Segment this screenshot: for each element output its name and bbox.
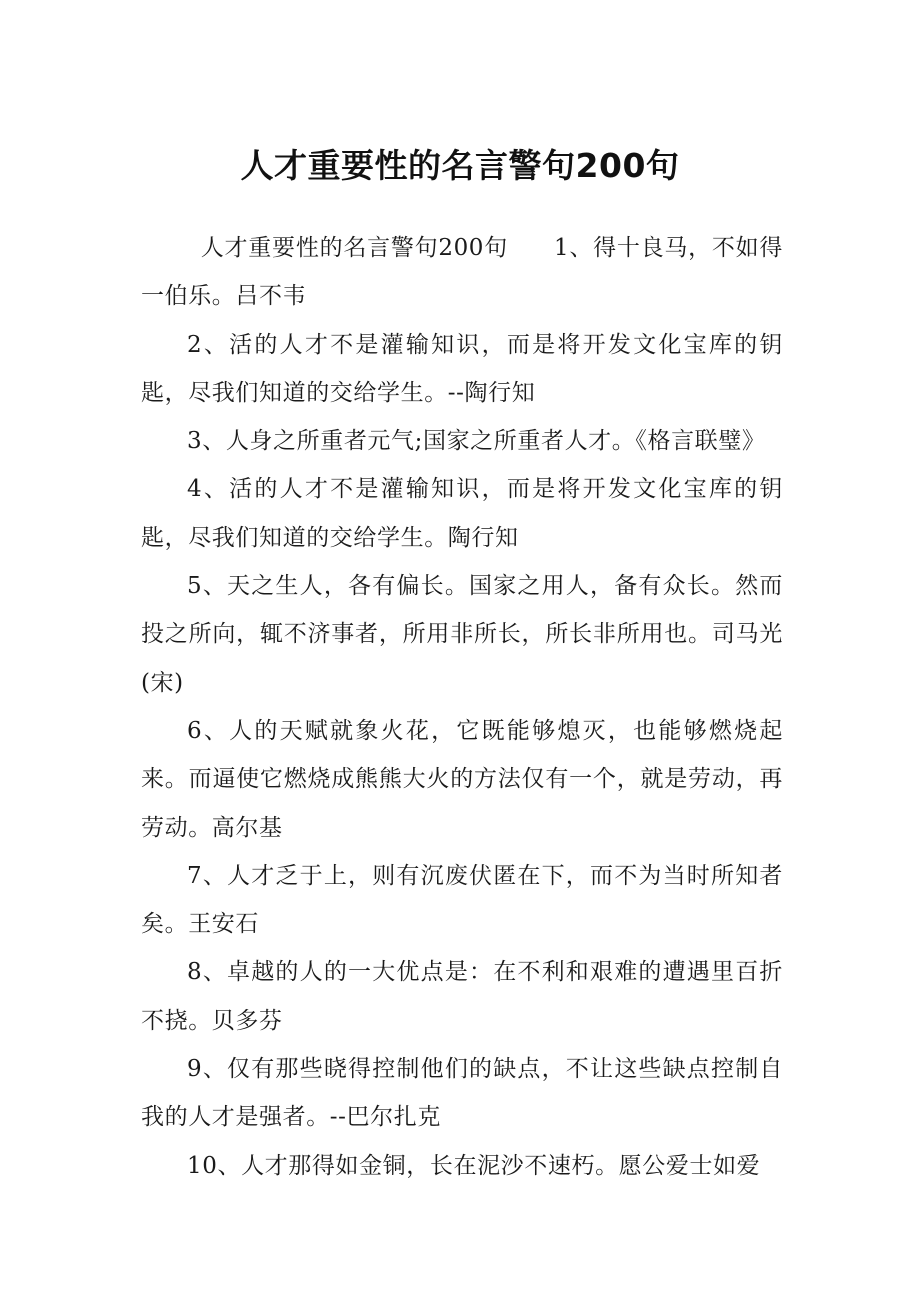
quote-5: 5、天之生人，各有偏长。国家之用人，备有众长。然而投之所向，辄不济事者，所用非所长，所长非所用也。司马光(宋) — [141, 573, 783, 696]
intro-heading: 人才重要性的名言警句200句 — [200, 235, 508, 261]
page-title: 人才重要性的名言警句200句 — [240, 146, 680, 185]
document-body — [141, 224, 783, 1190]
quote-4: 4、活的人才不是灌输知识，而是将开发文化宝库的钥匙，尽我们知道的交给学生。陶行知 — [141, 476, 783, 551]
intro-paragraph — [141, 224, 783, 321]
quote-3: 3、人身之所重者元气;国家之所重者人才。《格言联璧》 — [187, 428, 766, 455]
quote-9: 9、仅有那些晓得控制他们的缺点，不让这些缺点控制自我的人才是强者。--巴尔扎克 — [141, 1056, 783, 1131]
quote-7: 7、人才乏于上，则有沉废伏匿在下，而不为当时所知者矣。王安石 — [141, 862, 783, 938]
quote-2: 2、活的人才不是灌输知识，而是将开发文化宝库的钥匙，尽我们知道的交给学生。--陶行知 — [141, 331, 783, 406]
quote-1: 1、得十良马，不如得一伯乐。吕不韦 — [141, 235, 783, 310]
quote-10: 10、人才那得如金铜，长在泥沙不速朽。愿公爱士如爱 — [187, 1152, 761, 1179]
quote-8: 8、卓越的人的一大优点是：在不利和艰难的遭遇里百折不挠。贝多芬 — [141, 959, 783, 1034]
quote-6: 6、人的天赋就象火花，它既能够熄灭，也能够燃烧起来。而逼使它燃烧成熊熊大火的方法仅有一个，就是劳动，再劳动。高尔基 — [141, 717, 783, 841]
